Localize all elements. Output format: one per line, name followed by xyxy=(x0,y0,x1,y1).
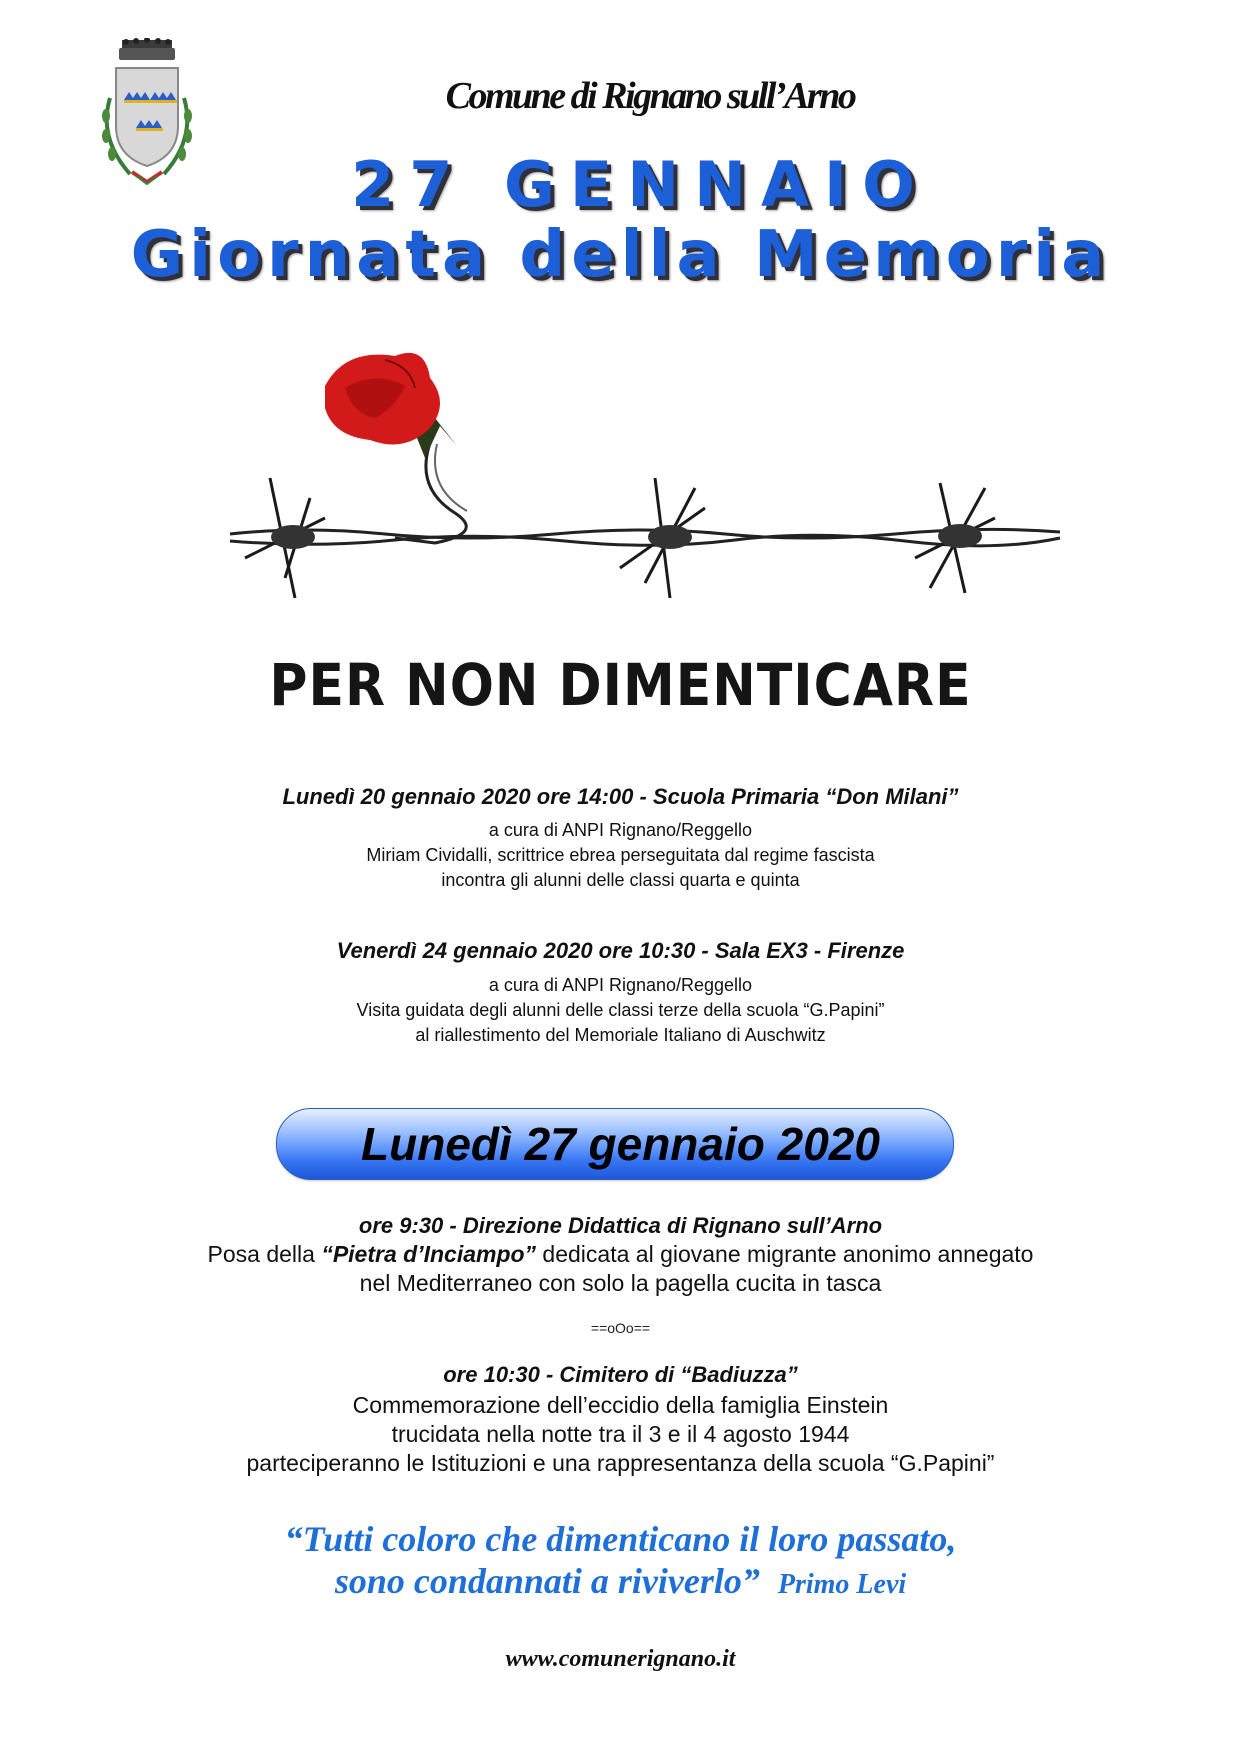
event-heading: ore 9:30 - Direzione Didattica di Rignano sull’Arno xyxy=(358,1213,883,1238)
event-details xyxy=(0,818,1241,893)
event-line: a cura di ANPI Rignano/Reggello xyxy=(488,820,753,840)
day-title: Giornata della Memoria xyxy=(130,218,1111,292)
municipality-name: Comune di Rignano sull’Arno xyxy=(445,75,855,117)
slogan: PER NON DIMENTICARE xyxy=(269,652,972,720)
event-details xyxy=(0,1240,1241,1298)
event-line: nel Mediterraneo con solo la pagella cucita in tasca xyxy=(359,1270,882,1296)
event-line: a cura di ANPI Rignano/Reggello xyxy=(488,975,753,995)
event-details xyxy=(0,1391,1241,1478)
rose-barbed-wire-illustration xyxy=(225,348,1065,628)
quote xyxy=(0,1518,1241,1606)
stumbling-stone-label: “Pietra d’Inciampo” xyxy=(321,1241,537,1267)
quote-line: “Tutti coloro che dimenticano il loro passato, xyxy=(284,1519,957,1559)
event-heading: ore 10:30 - Cimitero di “Badiuzza” xyxy=(443,1362,798,1387)
quote-author: Primo Levi xyxy=(777,1569,907,1600)
event-line: al riallestimento del Memoriale Italiano di Auschwitz xyxy=(415,1025,826,1045)
event-line: parteciperanno le Istituzioni e una rappresentanza della scuola “G.Papini” xyxy=(246,1450,995,1476)
quote-line: sono condannati a riviverlo” xyxy=(334,1561,760,1601)
event-heading: Venerdì 24 gennaio 2020 ore 10:30 - Sala EX3 - Firenze xyxy=(336,938,905,963)
event-heading: Lunedì 20 gennaio 2020 ore 14:00 - Scuola Primaria “Don Milani” xyxy=(282,784,959,809)
event-line: Commemorazione dell’eccidio della famiglia Einstein xyxy=(352,1392,889,1418)
event-line-text: dedicata al giovane migrante anonimo annegato xyxy=(536,1241,1034,1267)
event-line-text: Posa della xyxy=(207,1241,322,1267)
website-link[interactable]: www.comunerignano.it xyxy=(505,1646,736,1672)
event-line xyxy=(0,1240,1241,1269)
event-line: Miriam Cividalli, scrittrice ebrea perseguitata dal regime fascista xyxy=(366,845,875,865)
date-title: 27 GENNAIO xyxy=(351,148,930,221)
event-line: trucidata nella notte tra il 3 e il 4 agosto 1944 xyxy=(391,1421,850,1447)
event-details xyxy=(0,973,1241,1048)
barbed-wire-icon xyxy=(230,478,1060,598)
event-line: Visita guidata degli alunni delle classi terze della scuola “G.Papini” xyxy=(356,1000,885,1020)
quote-line-2 xyxy=(0,1560,1241,1606)
separator: ==oOo== xyxy=(590,1320,651,1336)
rose-icon xyxy=(325,353,467,543)
event-line: incontra gli alunni delle classi quarta e quinta xyxy=(441,870,800,890)
main-date: Lunedì 27 gennaio 2020 xyxy=(361,1118,880,1170)
